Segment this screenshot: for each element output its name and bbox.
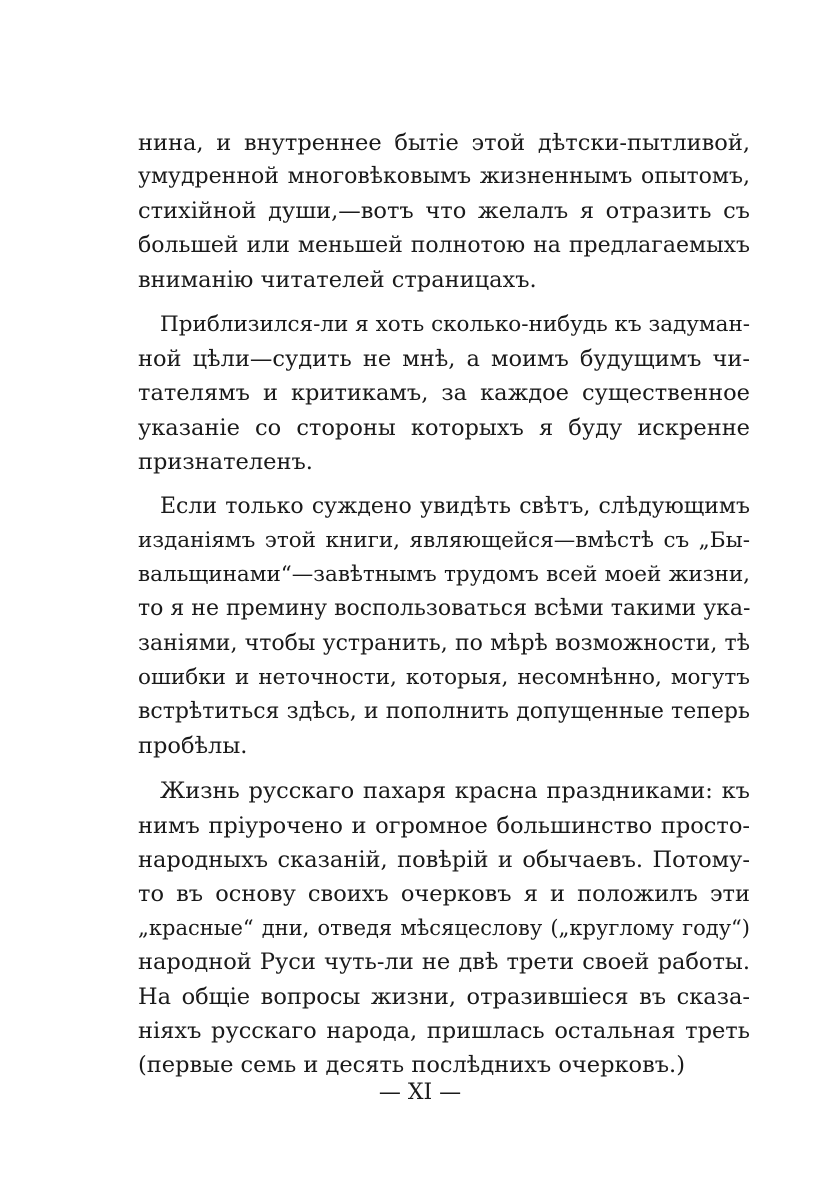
page-body (138, 126, 750, 1082)
paragraph (138, 774, 750, 1082)
text-line: Если только суждено увидѣть свѣтъ, слѣдующимъ (160, 493, 750, 519)
text-line: занiями, чтобы устранить, по мѣрѣ возможности, тѣ (138, 630, 750, 656)
text-line: большей или меньшей полнотою на предлагаемыхъ (138, 232, 750, 258)
text-line: „красные“ дни, отведя мѣсяцеслову („круглому году“) (138, 916, 750, 941)
text-line: На общiе вопросы жизни, отразившiеся въ сказа- (138, 983, 750, 1010)
paragraph (138, 126, 750, 297)
text-line: Жизнь русскаго пахаря красна праздниками: къ (160, 778, 750, 805)
text-line: изданiямъ этой книги, являющейся—вмѣстѣ съ „Бы- (138, 528, 750, 554)
text-line: пробѣлы. (138, 733, 248, 760)
text-line: то въ основу своихъ очерковъ я и положилъ эти (138, 880, 750, 907)
text-line: указанiе со стороны которыхъ я буду искренне (138, 414, 750, 441)
text-line: признателенъ. (138, 448, 313, 475)
text-line: (первые семь и десять послѣднихъ очерковъ.) (138, 1051, 685, 1078)
paragraph (138, 490, 750, 764)
text-line: нина, и внутреннее бытiе этой дѣтски-пытливой, (138, 130, 750, 156)
text-line: стихiйной души,—вотъ что желалъ я отразить съ (138, 198, 750, 225)
text-line: ной цѣли—судить не мнѣ, а моимъ будущимъ чи- (138, 346, 750, 373)
text-line: ошибки и неточности, которыя, несомнѣнно, могутъ (138, 664, 750, 690)
text-line: народныхъ сказанiй, повѣрiй и обычаевъ. Потому- (138, 846, 750, 873)
text-line: тателямъ и критикамъ, за каждое существенное (138, 380, 750, 407)
text-line: Приблизился-ли я хоть сколько-нибудь къ задуман- (160, 311, 751, 337)
text-line: то я не премину воспользоваться всѣми такими ука- (138, 596, 751, 622)
paragraph (138, 308, 750, 479)
text-line: народной Руси чуть-ли не двѣ трети своей работы. (138, 949, 750, 976)
text-line: нiяхъ русскаго народа, пришлась остальная треть (138, 1017, 750, 1044)
text-line: умудренной многовѣковымъ жизненнымъ опытомъ, (138, 164, 750, 190)
text-line: вальщинами“—завѣтнымъ трудомъ всей моей жизни, (138, 562, 750, 588)
page-number: — XI — (378, 1080, 462, 1105)
text-line: встрѣтиться здѣсь, и пополнить допущенные теперь (138, 699, 750, 724)
text-line: вниманiю читателей страницахъ. (138, 266, 537, 293)
text-line: нимъ прiурочено и огромное большинство просто- (138, 812, 750, 839)
